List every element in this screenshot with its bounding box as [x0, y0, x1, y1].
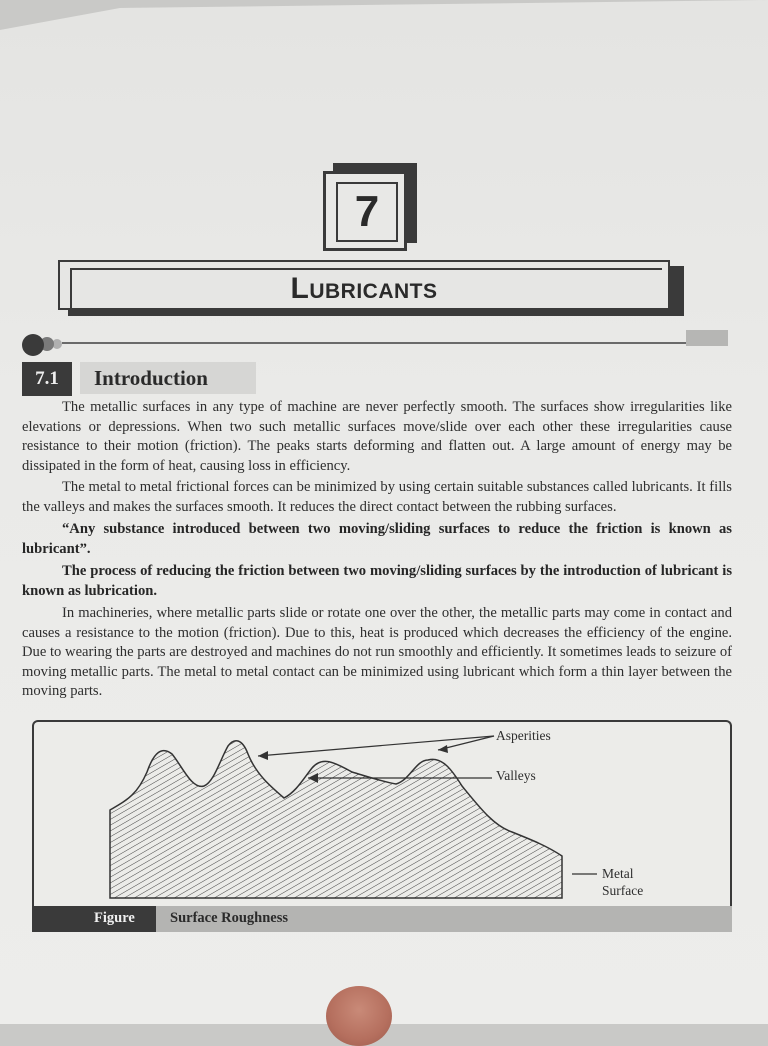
rule-line	[62, 342, 710, 344]
surface-roughness-figure	[32, 720, 732, 932]
metal-surface-label-line2: Surface	[602, 883, 644, 898]
thumb	[326, 986, 392, 1046]
chapter-box-frame	[323, 171, 407, 251]
paragraph: The metallic surfaces in any type of machine are never perfectly smooth. The surfaces show irregularities like elevations or depressions. When two such metallic surfaces move/slide over each other these irregularities cause resistance to their motion (friction). The peaks starts deforming and flatten out. A large amount of energy may be dissipated in the form of heat, causing loss in efficiency.	[22, 399, 732, 474]
chapter-title-banner	[58, 260, 684, 316]
decorative-rule	[22, 328, 728, 350]
chapter-title-text: Lubricants	[290, 272, 438, 305]
title-banner-box	[58, 260, 670, 310]
definition-lubricant: “Any substance introduced between two moving/sliding surfaces to reduce the friction is known as lubricant”.	[22, 521, 732, 557]
valleys-label: Valleys	[496, 768, 536, 783]
chapter-number-box	[323, 163, 419, 253]
figure-label-box	[32, 906, 156, 932]
metal-surface-label-line1: Metal	[602, 866, 634, 881]
figure-label: Figure	[94, 910, 135, 926]
section-title: Introduction	[80, 362, 256, 394]
paragraph: The metal to metal frictional forces can be minimized by using certain suitable substances called lubricants. It fills the valleys and makes the surfaces smooth. It reduces the direct contact between the rubbing surfaces.	[22, 479, 732, 515]
asperities-arrow-1	[258, 736, 494, 756]
body-text	[22, 398, 732, 702]
paragraph: In machineries, where metallic parts slide or rotate one over the other, the metallic parts may come in contact and causes a resistance to the motion (friction). Due to this, heat is produced which decreases the efficiency of the engine. Due to wearing the parts are destroyed and machines do not run smoothly and efficiently. It sometimes leads to seizure of moving metallic parts. The metal to metal contact can be minimized using lubricant which form a thin layer between the moving parts.	[22, 605, 732, 699]
section-number: 7.1	[22, 362, 72, 396]
asperities-label: Asperities	[496, 728, 551, 743]
rule-dot-large	[22, 334, 44, 356]
chapter-number: 7	[336, 182, 398, 242]
metal-surface-profile	[110, 741, 562, 898]
figure-caption: Surface Roughness	[170, 910, 289, 926]
definition-lubrication: The process of reducing the friction between two moving/sliding surfaces by the introduction of lubricant is known as lubrication.	[22, 563, 732, 599]
rule-end-bar	[686, 330, 728, 346]
chapter-title	[60, 272, 668, 306]
